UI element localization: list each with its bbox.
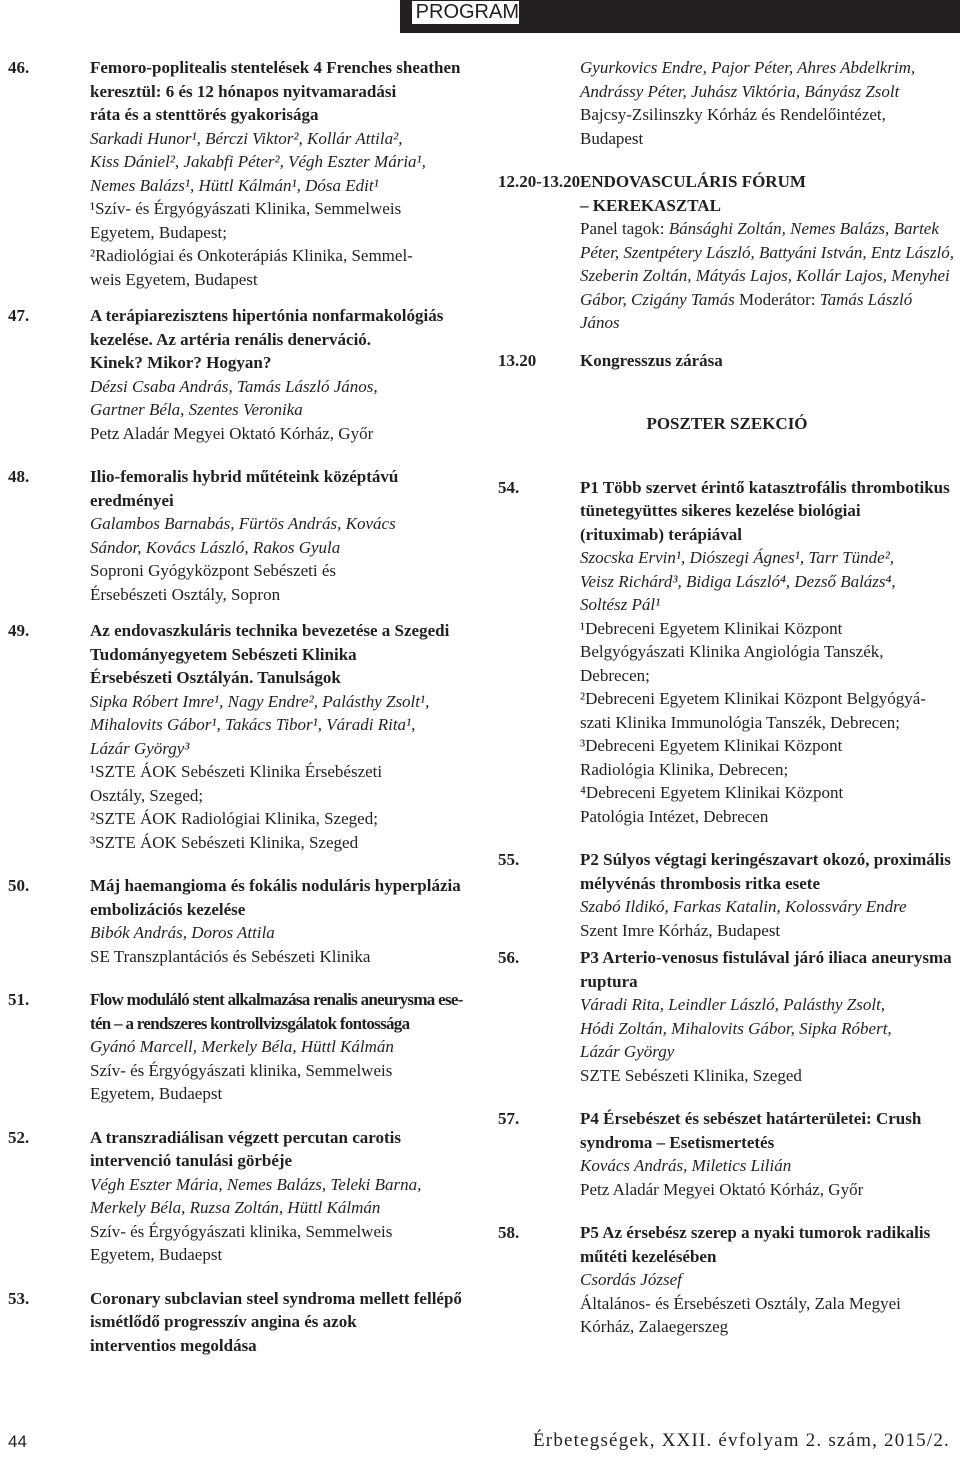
- page-footer: [0, 1426, 960, 1460]
- entry-title-line: P3 Arterio-venosus fistulával járó iliaca aneurysma: [580, 948, 952, 967]
- page-number: 44: [8, 1432, 27, 1451]
- entry-institution-line: ²SZTE ÁOK Radiológiai Klinika, Szeged;: [90, 809, 378, 828]
- entry-authors-line: Gartner Béla, Szentes Veronika: [90, 400, 303, 419]
- entry-institution-line: Egyetem, Budapest;: [90, 222, 227, 242]
- entry-title-line: Coronary subclavian steel syndroma mellett fellépő: [90, 1288, 462, 1308]
- entry-authors-line: Sándor, Kovács László, Rakos Gyula: [90, 537, 341, 557]
- continuation-author-line: Gyurkovics Endre, Pajor Péter, Ahres Abdelkrim,: [580, 58, 916, 77]
- entry-title-line: P1 Több szervet érintő katasztrofális thrombotikus: [580, 477, 950, 497]
- entry-institution-line: Soproni Gyógyközpont Sebészeti és: [90, 561, 336, 580]
- entry-title-line: Máj haemangioma és fokális noduláris hyperplázia: [90, 876, 461, 895]
- entry-title-line: Ilio-femoralis hybrid műtéteink középtávú eredményei: [90, 467, 399, 510]
- program-entry: [8, 56, 470, 291]
- header-label: PROGRAM: [412, 1, 519, 24]
- entry-institution-line: ³SZTE ÁOK Sebészeti Klinika, Szeged: [90, 832, 359, 852]
- entry-title-line: Az endovaszkuláris technika bevezetése a Szegedi: [90, 621, 450, 640]
- entry-authors-line: Váradi Rita, Leindler László, Palásthy Zsolt,: [580, 995, 886, 1014]
- program-entry: [8, 465, 470, 606]
- entry-title-line: P5 Az érsebész szerep a nyaki tumorok radikalis: [580, 1223, 931, 1242]
- entry-authors-line: Nemes Balázs¹, Hüttl Kálmán¹, Dósa Edit¹: [90, 175, 379, 195]
- entry-institution-line: Radiológia Klinika, Debrecen;: [580, 759, 789, 779]
- entry-authors-line: Soltész Pál¹: [580, 595, 661, 614]
- entry-title-line: Tudományegyetem Sebészeti Klinika: [90, 644, 357, 664]
- continuation-inst-line: Bajcsy-Zsilinszky Kórház és Rendelőintézet,: [580, 105, 886, 124]
- left-column: [8, 56, 470, 1357]
- forum-title-2: [580, 194, 956, 218]
- entry-institution-line: Szív- és Érgyógyászati klinika, Semmelweis: [90, 1060, 393, 1080]
- forum-session: [498, 170, 956, 335]
- entry-title-line: keresztül: 6 és 12 hónapos nyitvamaradási: [90, 81, 397, 101]
- program-entry: [498, 946, 956, 1087]
- forum-panel-line: [580, 219, 889, 238]
- entry-authors-line: Szocska Ervin¹, Diószegi Ágnes¹, Tarr Tünde²,: [580, 548, 895, 567]
- entry-number: 52.: [8, 1127, 30, 1147]
- entry-authors-line: Végh Eszter Mária, Nemes Balázs, Teleki Barna,: [90, 1174, 422, 1194]
- entry-title-line: P2 Súlyos végtagi keringészavart okozó, proximális: [580, 850, 951, 869]
- entry-title-line: ráta és a stenttörés gyakorisága: [90, 105, 319, 124]
- entry-institution-line: ²Radiológiai és Onkoterápiás Klinika, Semmel-: [90, 246, 413, 265]
- entry-title-line: Femoro-poplitealis stentelések 4 Frenches sheathen: [90, 58, 461, 77]
- entry-institution-line: weis Egyetem, Budapest: [90, 269, 258, 289]
- entry-number: 49.: [8, 621, 30, 640]
- moderator-label: Moderátor:: [739, 289, 820, 309]
- entry-authors-line: Lázár György³: [90, 738, 190, 758]
- panel-label: Panel tagok:: [580, 219, 669, 238]
- entry-institution-line: Szent Imre Kórház, Budapest: [580, 920, 781, 940]
- entry-institution-line: Szív- és Érgyógyászati klinika, Semmelweis: [90, 1221, 393, 1241]
- entry-number: 47.: [8, 306, 30, 325]
- entry-number: 54.: [498, 477, 520, 497]
- entry-number: 50.: [8, 876, 30, 895]
- continuation-institution: [580, 103, 956, 150]
- moderator-name: Tamás László János: [580, 289, 913, 332]
- entry-institution-line: ¹SZTE ÁOK Sebészeti Klinika Érsebészeti: [90, 762, 383, 781]
- entry-title-line: Érsebészeti Osztályán. Tanulságok: [90, 668, 341, 687]
- entry-institution-line: Patológia Intézet, Debrecen: [580, 806, 769, 826]
- program-entry: [8, 304, 470, 445]
- entry-authors-line: Csordás József: [580, 1270, 682, 1289]
- entry-number: 55.: [498, 850, 520, 869]
- entry-institution-line: Egyetem, Budaepst: [90, 1084, 223, 1103]
- entry-authors-line: Merkely Béla, Ruzsa Zoltán, Hüttl Kálmán: [90, 1198, 381, 1217]
- entry-institution-line: ¹Debreceni Egyetem Klinikai Központ: [580, 618, 843, 638]
- entry-number: 58.: [498, 1223, 520, 1242]
- entry-number: 57.: [498, 1109, 520, 1128]
- entry-title-line: ismétlődő progresszív angina és azok: [90, 1312, 357, 1331]
- program-entry: [8, 988, 470, 1106]
- entry-institution-line: Petz Aladár Megyei Oktató Kórház, Győr: [580, 1179, 864, 1199]
- panel-names-0: Bánsághi Zoltán, Nemes Balázs,: [668, 219, 890, 238]
- entry-authors-line: Kiss Dániel², Jakabfi Péter², Végh Eszter Mária¹,: [90, 152, 426, 171]
- entry-authors-line: Galambos Barnabás, Fürtös András, Kovács: [90, 514, 396, 533]
- entry-institution-line: ³Debreceni Egyetem Klinikai Központ: [580, 736, 843, 755]
- entry-institution-line: Debrecen;: [580, 665, 650, 685]
- journal-citation: Érbetegségek, XXII. évfolyam 2. szám, 2015/2.: [532, 1430, 950, 1451]
- entry-authors-line: Gyánó Marcell, Merkely Béla, Hüttl Kálmán: [90, 1037, 394, 1056]
- panel-names-3: Kollár Lajos, Menyhei Gábor, Czigány Tamás: [580, 266, 950, 309]
- entry-authors-line: Dézsi Csaba András, Tamás László János,: [90, 376, 378, 396]
- entry-title-line: mélyvénás thrombosis ritka esete: [580, 873, 821, 893]
- entry-authors-line: Kovács András, Miletics Lilián: [580, 1156, 792, 1175]
- entry-title-line: tünetegyüttes sikeres kezelése biológiai: [580, 501, 861, 520]
- entry-number: 56.: [498, 948, 520, 967]
- closing-title: Kongresszus zárása: [580, 350, 723, 370]
- entry-title-line: műtéti kezelésében: [580, 1246, 717, 1266]
- entry-institution-line: Egyetem, Budaepst: [90, 1245, 223, 1264]
- entry-number: 48.: [8, 467, 30, 486]
- entry-title-line: Kinek? Mikor? Hogyan?: [90, 353, 272, 372]
- program-entry: [8, 874, 470, 968]
- entry-title-line: (rituximab) terápiával: [580, 524, 742, 544]
- entry-institution-line: ⁴Debreceni Egyetem Klinikai Központ: [580, 783, 844, 802]
- entry-institution-line: ¹Szív- és Érgyógyászati Klinika, Semmelweis: [90, 199, 402, 218]
- entry-number: 51.: [8, 990, 30, 1009]
- entry-title-line: Flow moduláló stent alkalmazása renalis aneurysma ese-: [90, 990, 463, 1009]
- entry-institution-line: Érsebészeti Osztály, Sopron: [90, 584, 281, 604]
- program-entry: [8, 1287, 470, 1358]
- forum-title-2-text: – KEREKASZTAL: [580, 195, 721, 215]
- entry-title-line: ruptura: [580, 971, 638, 991]
- entry-title-line: kezelése. Az artéria renális denerváció.: [90, 329, 372, 349]
- entry-title-line: P4 Érsebészet és sebészet határterületei: Crush: [580, 1109, 922, 1128]
- entry-title-line: embolizációs kezelése: [90, 899, 246, 919]
- entry-institution-line: ²Debreceni Egyetem Klinikai Központ Belgyógyá-: [580, 689, 926, 708]
- entry-authors-line: Mihalovits Gábor¹, Takács Tibor¹, Váradi Rita¹,: [90, 715, 416, 734]
- right-top-continuation: [498, 56, 956, 150]
- entry-authors-line: Szabó Ildikó, Farkas Katalin, Kolossváry Endre: [580, 897, 907, 916]
- panel-names-1: Bartek Péter, Szentpétery László, Battyáni István,: [580, 219, 939, 262]
- poster-section-heading: POSZTER SZEKCIÓ: [646, 414, 808, 433]
- forum-time: 12.20-13.20: [498, 172, 581, 191]
- entry-institution-line: szati Klinika Immunológia Tanszék, Debrecen;: [580, 712, 900, 732]
- page-header-bar: [400, 0, 960, 33]
- program-entry: [498, 1107, 956, 1201]
- forum-title: ENDOVASCULÁRIS FÓRUM: [580, 172, 806, 191]
- entry-authors-line: Lázár György: [580, 1042, 675, 1061]
- entry-institution-line: Petz Aladár Megyei Oktató Kórház, Győr: [90, 423, 374, 443]
- closing-time: 13.20: [498, 350, 537, 370]
- program-entry: [8, 1126, 470, 1267]
- entry-authors-line: Sarkadi Hunor¹, Bérczi Viktor², Kollár Attila²,: [90, 128, 403, 148]
- entry-authors-line: Bibók András, Doros Attila: [90, 923, 275, 942]
- entry-institution-line: Belgyógyászati Klinika Angiológia Tanszék,: [580, 642, 884, 661]
- right-column: [498, 56, 956, 1339]
- continuation-inst-line: Budapest: [580, 128, 644, 148]
- closing-session: [498, 349, 956, 373]
- entry-title-line: syndroma – Esetismertetés: [580, 1132, 775, 1152]
- program-entry: [498, 848, 956, 942]
- entry-number: 53.: [8, 1288, 30, 1308]
- entry-title-line: tén – a rendszeres kontrollvizsgálatok fontossága: [90, 1013, 410, 1033]
- entry-number: 46.: [8, 58, 30, 77]
- entry-institution-line: Kórház, Zalaegerszeg: [580, 1317, 729, 1336]
- program-entry: [498, 1221, 956, 1339]
- entry-title-line: A transzradiálisan végzett percutan carotis: [90, 1127, 401, 1147]
- entry-title-line: interventios megoldása: [90, 1335, 257, 1355]
- panel-names-2: Entz László, Szeberin Zoltán, Mátyás Lajos,: [580, 242, 954, 285]
- entry-institution-line: SE Transzplantációs és Sebészeti Klinika: [90, 946, 371, 966]
- entry-title-line: A terápiarezisztens hipertónia nonfarmakológiás: [90, 306, 444, 325]
- entry-institution-line: Osztály, Szeged;: [90, 785, 204, 805]
- program-entry: [8, 619, 470, 854]
- entry-authors-line: Hódi Zoltán, Mihalovits Gábor, Sipka Róbert,: [580, 1018, 892, 1038]
- entry-title-line: intervenció tanulási görbéje: [90, 1151, 293, 1170]
- continuation-author-line: Andrássy Péter, Juhász Viktória, Bányász Zsolt: [580, 81, 900, 101]
- program-entry: [498, 476, 956, 829]
- entry-institution-line: SZTE Sebészeti Klinika, Szeged: [580, 1065, 802, 1085]
- entry-authors-line: Sipka Róbert Imre¹, Nagy Endre², Palásthy Zsolt¹,: [90, 691, 430, 711]
- entry-authors-line: Veisz Richárd³, Bidiga László⁴, Dezső Balázs⁴,: [580, 571, 896, 591]
- entry-institution-line: Általános- és Érsebészeti Osztály, Zala Megyei: [580, 1293, 901, 1313]
- poster-entries: [498, 476, 956, 1339]
- continuation-authors: [580, 56, 956, 103]
